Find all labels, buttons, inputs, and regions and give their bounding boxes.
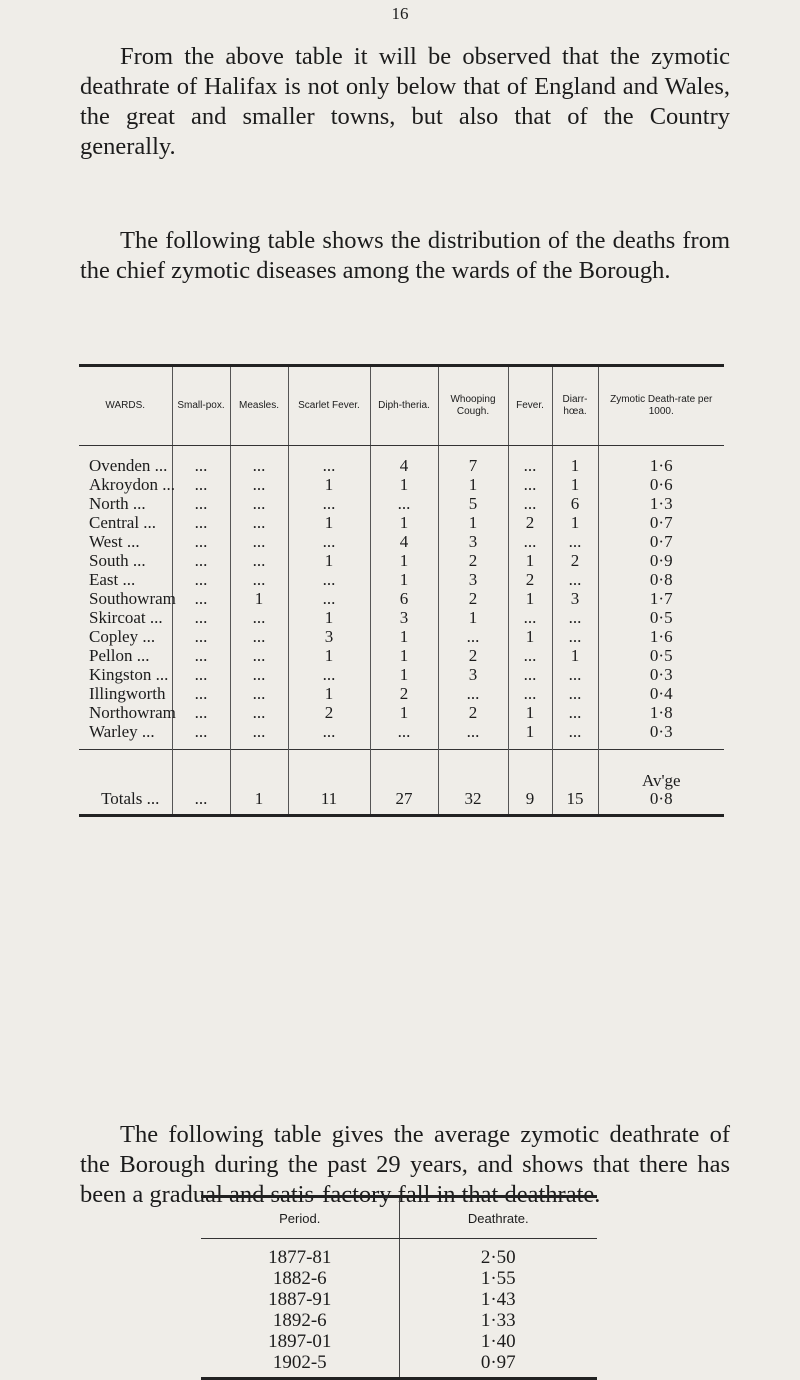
table-cell: 0·4	[598, 684, 724, 703]
table-cell: 1·6	[598, 446, 724, 476]
ward-name: Northowram	[89, 703, 176, 722]
table-cell: 1·7	[598, 589, 724, 608]
table-cell: ...	[552, 722, 598, 750]
table-row	[79, 703, 724, 722]
table-row	[79, 551, 724, 570]
table-cell: 3	[288, 627, 370, 646]
totals-cell: 1	[230, 750, 288, 816]
table-cell: 3	[438, 665, 508, 684]
table-cell: ...	[288, 570, 370, 589]
ward-name: Kingston ...	[89, 665, 169, 684]
table-row	[79, 722, 724, 750]
ward-name: South ...	[89, 551, 146, 570]
ward-name: Illingworth	[89, 684, 166, 703]
table-cell: 1	[288, 551, 370, 570]
deathrate-cell: 2·50	[399, 1239, 597, 1269]
table-cell: 0·9	[598, 551, 724, 570]
deathrate-cell: 1·43	[399, 1289, 597, 1310]
table-cell: 2	[288, 703, 370, 722]
table-cell: 3	[438, 532, 508, 551]
table-cell: 2	[508, 570, 552, 589]
table-cell: 1	[370, 627, 438, 646]
table-cell: 2	[438, 551, 508, 570]
paragraph-intro: From the above table it will be observed that the zymotic deathrate of Halifax is not only below that of England and Wales, the great and smaller towns, but also that of the Country generally.	[80, 43, 730, 160]
table-cell: ...	[288, 722, 370, 750]
table-cell: 3	[438, 570, 508, 589]
ward-name: Akroydon ...	[89, 475, 175, 494]
table-row	[79, 608, 724, 627]
table-row	[79, 494, 724, 513]
ward-deaths-table	[79, 364, 724, 817]
table-cell: ...	[230, 570, 288, 589]
table-cell: ...	[172, 570, 230, 589]
period-cell: 1882-6	[272, 1268, 327, 1289]
ward-table-header-row	[79, 366, 724, 446]
deathrate-period-table	[201, 1195, 597, 1380]
table-cell: ...	[230, 722, 288, 750]
table-row	[79, 532, 724, 551]
table-cell: 2	[438, 646, 508, 665]
table-cell: ...	[172, 665, 230, 684]
table-cell: 1	[230, 589, 288, 608]
table-row	[79, 684, 724, 703]
table-cell: 1·3	[598, 494, 724, 513]
table-cell: ...	[230, 475, 288, 494]
table-cell: 1	[508, 627, 552, 646]
table-cell: ...	[552, 703, 598, 722]
table-cell: ...	[230, 551, 288, 570]
table-cell: 1	[288, 608, 370, 627]
table-row	[201, 1310, 597, 1331]
totals-row	[79, 750, 724, 816]
table-row	[79, 475, 724, 494]
column-header: Scarlet Fever.	[288, 366, 370, 446]
ward-name: Copley ...	[89, 627, 156, 646]
table-cell: ...	[172, 646, 230, 665]
table-cell: 0·5	[598, 608, 724, 627]
table-cell: ...	[288, 589, 370, 608]
table-cell: 0·6	[598, 475, 724, 494]
table-cell: ...	[230, 627, 288, 646]
table-cell: ...	[508, 665, 552, 684]
ward-name: West ...	[89, 532, 140, 551]
table-cell: ...	[172, 551, 230, 570]
table-cell: 4	[370, 446, 438, 476]
table-cell: 0·3	[598, 665, 724, 684]
period-table-header-row	[201, 1197, 597, 1239]
table-cell: ...	[172, 608, 230, 627]
table-cell: 1	[438, 513, 508, 532]
table-cell: ...	[552, 570, 598, 589]
table-cell: ...	[172, 532, 230, 551]
table-cell: ...	[230, 646, 288, 665]
column-header: Fever.	[508, 366, 552, 446]
table-cell: ...	[172, 475, 230, 494]
table-cell: ...	[230, 532, 288, 551]
table-cell: 5	[438, 494, 508, 513]
totals-cell: 11	[288, 750, 370, 816]
table-cell: 0·8	[598, 570, 724, 589]
table-cell: ...	[508, 532, 552, 551]
table-cell: ...	[552, 608, 598, 627]
table-cell: 6	[370, 589, 438, 608]
period-table-body	[201, 1239, 597, 1379]
table-cell: ...	[552, 532, 598, 551]
deathrate-cell: 1·40	[399, 1331, 597, 1352]
table-cell: 1	[370, 570, 438, 589]
table-cell: ...	[230, 703, 288, 722]
table-cell: 1	[288, 475, 370, 494]
table-cell: 1	[508, 703, 552, 722]
table-cell: 1	[552, 475, 598, 494]
table-cell: ...	[288, 532, 370, 551]
table-row	[79, 513, 724, 532]
table-cell: 2	[552, 551, 598, 570]
totals-cell: 27	[370, 750, 438, 816]
table-cell: ...	[172, 446, 230, 476]
table-row	[79, 646, 724, 665]
table-cell: 2	[438, 589, 508, 608]
table-cell: 1	[438, 608, 508, 627]
table-cell: ...	[288, 446, 370, 476]
table-cell: ...	[438, 684, 508, 703]
table-cell: 2	[508, 513, 552, 532]
table-cell: 1	[370, 551, 438, 570]
period-cell: 1902-5	[272, 1352, 327, 1373]
totals-label: Totals ...	[79, 750, 172, 816]
totals-cell: 32	[438, 750, 508, 816]
table-cell: ...	[172, 627, 230, 646]
table-cell: ...	[230, 665, 288, 684]
table-cell: ...	[508, 494, 552, 513]
ward-name: Southowram	[89, 589, 176, 608]
table-cell: ...	[438, 627, 508, 646]
table-cell: 1	[288, 684, 370, 703]
table-cell: 1	[552, 513, 598, 532]
table-cell: ...	[172, 722, 230, 750]
table-cell: ...	[172, 703, 230, 722]
table-cell: 0·7	[598, 532, 724, 551]
table-cell: 2	[370, 684, 438, 703]
column-header: Measles.	[230, 366, 288, 446]
column-header: Diarr-hœa.	[552, 366, 598, 446]
table-row	[201, 1239, 597, 1269]
table-cell: ...	[552, 627, 598, 646]
table-cell: ...	[508, 608, 552, 627]
table-row	[201, 1352, 597, 1379]
table-cell: 6	[552, 494, 598, 513]
table-cell: ...	[508, 684, 552, 703]
totals-cell: ...	[172, 750, 230, 816]
ward-name: Central ...	[89, 513, 157, 532]
table-row	[79, 589, 724, 608]
paragraph-ward-table-intro: The following table shows the distribution of the deaths from the chief zymotic diseases among the wards of the Borough.	[80, 227, 730, 284]
table-cell: 1·6	[598, 627, 724, 646]
deathrate-cell: 1·33	[399, 1310, 597, 1331]
table-cell: ...	[508, 646, 552, 665]
period-cell: 1877-81	[268, 1247, 332, 1268]
table-cell: ...	[552, 684, 598, 703]
column-header: Deathrate.	[399, 1197, 597, 1239]
deathrate-cell: 1·55	[399, 1268, 597, 1289]
table-cell: 1	[288, 513, 370, 532]
table-cell: ...	[230, 446, 288, 476]
average-cell	[598, 750, 724, 816]
ward-name: East ...	[89, 570, 136, 589]
ward-name: North ...	[89, 494, 146, 513]
average-value: 0·8	[649, 789, 673, 808]
column-header: WARDS.	[79, 366, 172, 446]
table-cell: 1	[370, 665, 438, 684]
table-cell: 1	[552, 446, 598, 476]
table-cell: ...	[230, 684, 288, 703]
table-cell: ...	[172, 494, 230, 513]
table-row	[79, 665, 724, 684]
table-cell: 1	[370, 703, 438, 722]
column-header: Whooping Cough.	[438, 366, 508, 446]
table-cell: 1	[508, 722, 552, 750]
table-cell: 7	[438, 446, 508, 476]
table-cell: 1	[370, 646, 438, 665]
table-cell: ...	[172, 684, 230, 703]
table-cell: ...	[230, 608, 288, 627]
table-row	[201, 1289, 597, 1310]
table-cell: 0·3	[598, 722, 724, 750]
average-label: Av'ge	[641, 771, 681, 790]
table-cell: ...	[230, 513, 288, 532]
column-header: Zymotic Death-rate per 1000.	[598, 366, 724, 446]
column-header: Diph-theria.	[370, 366, 438, 446]
table-cell: 3	[552, 589, 598, 608]
totals-cell: 9	[508, 750, 552, 816]
table-cell: ...	[438, 722, 508, 750]
table-cell: ...	[552, 665, 598, 684]
period-cell: 1897-01	[268, 1331, 332, 1352]
table-cell: ...	[172, 589, 230, 608]
ward-name: Skircoat ...	[89, 608, 163, 627]
period-cell: 1887-91	[268, 1289, 332, 1310]
table-cell: 3	[370, 608, 438, 627]
table-cell: 2	[438, 703, 508, 722]
table-cell: ...	[230, 494, 288, 513]
table-cell: 1	[508, 551, 552, 570]
table-cell: 1	[288, 646, 370, 665]
table-cell: ...	[508, 446, 552, 476]
table-cell: 1	[552, 646, 598, 665]
table-cell: 1	[370, 475, 438, 494]
ward-table-body	[79, 446, 724, 816]
table-cell: ...	[370, 722, 438, 750]
table-cell: 4	[370, 532, 438, 551]
ward-name: Warley ...	[89, 722, 155, 741]
deathrate-cell: 0·97	[399, 1352, 597, 1379]
table-cell: 1·8	[598, 703, 724, 722]
table-cell: ...	[370, 494, 438, 513]
table-cell: 0·7	[598, 513, 724, 532]
totals-cell: 15	[552, 750, 598, 816]
table-cell: ...	[508, 475, 552, 494]
table-cell: 0·5	[598, 646, 724, 665]
table-cell: 1	[438, 475, 508, 494]
table-row	[79, 627, 724, 646]
table-cell: ...	[172, 513, 230, 532]
ward-name: Pellon ...	[89, 646, 150, 665]
column-header: Small-pox.	[172, 366, 230, 446]
table-cell: ...	[288, 665, 370, 684]
period-cell: 1892-6	[272, 1310, 327, 1331]
table-cell: ...	[288, 494, 370, 513]
table-row	[79, 446, 724, 476]
paragraph-period-table-intro: The following table gives the average zymotic deathrate of the Borough during the past 29 years, and shows that there has been a gradual and satis-factory fall in that deathrate.	[80, 1121, 730, 1208]
ward-name: Ovenden ...	[89, 456, 168, 475]
table-row	[79, 570, 724, 589]
table-cell: 1	[508, 589, 552, 608]
table-cell: 1	[370, 513, 438, 532]
page-number: 16	[391, 4, 409, 23]
column-header: Period.	[201, 1197, 399, 1239]
table-row	[201, 1268, 597, 1289]
